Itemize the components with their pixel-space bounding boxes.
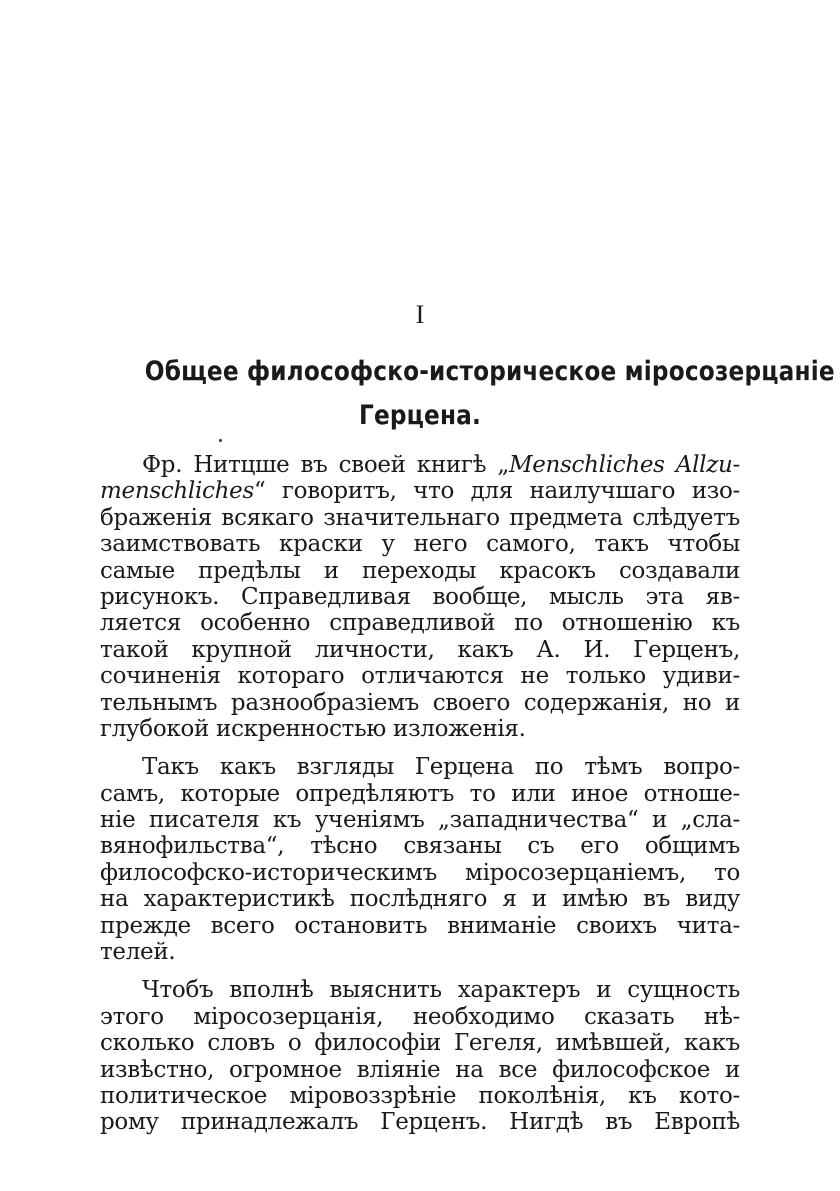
text-line: философско-историческимъ міросозерцаніемъ, то (100, 859, 740, 886)
text-line: menschliches“ говоритъ, что для наилучшаго изо- (100, 478, 740, 505)
text-line: ніе писателя къ ученіямъ „западничества“ и „сла- (100, 807, 740, 834)
chapter-title-line-1: Общее философско-историческое міросозерцаніе (144, 356, 835, 387)
text-line: такой крупной личности, какъ А. И. Герценъ, (100, 636, 740, 663)
text-line: глубокой искренностью изложенія. (100, 715, 526, 742)
text-line: сочиненія котораго отличаются не только удиви- (100, 663, 740, 690)
text-line: прежде всего остановить вниманіе своихъ чита- (100, 912, 740, 939)
paragraph-2 (100, 754, 740, 965)
chapter-title (144, 350, 835, 438)
text-line: самые предѣлы и переходы красокъ создавали (100, 557, 740, 584)
text-line: этого міросозерцанія, необходимо сказать нѣ- (100, 1003, 740, 1030)
paragraph-3 (100, 977, 740, 1135)
text-line: сколько словъ о философіи Гегеля, имѣвшей, какъ (100, 1030, 740, 1057)
text-line: вянофильства“, тѣсно связаны съ его общимъ (100, 833, 740, 860)
text-line: заимствовать краски у него самого, такъ чтобы (100, 531, 740, 558)
chapter-title-line-2: Герцена. (358, 400, 482, 431)
text-line: рому принадлежалъ Герценъ. Нигдѣ въ Европѣ (100, 1109, 740, 1136)
body-text (100, 452, 740, 1148)
text-line: извѣстно, огромное вліяніе на все философское и (100, 1056, 740, 1083)
text-line: на характеристикѣ послѣдняго я и имѣю въ виду (100, 886, 740, 913)
text-line: Чтобъ вполнѣ выяснить характеръ и сущность (142, 977, 740, 1004)
text-line: рисунокъ. Справедливая вообще, мысль эта яв- (100, 583, 740, 610)
text-line: ляется особенно справедливой по отношенію къ (100, 610, 740, 637)
text-line: браженія всякаго значительнаго предмета слѣдуетъ (100, 504, 740, 531)
paragraph-1 (100, 452, 740, 742)
text-line: телей. (100, 939, 176, 966)
text-line: самъ, которые опредѣляютъ то или иное отноше- (100, 780, 740, 807)
print-speck (219, 439, 222, 442)
text-line: Такъ какъ взгляды Герцена по тѣмъ вопро- (142, 754, 740, 781)
text-line: тельнымъ разнообразіемъ своего содержанія, но и (100, 689, 740, 716)
text-line: Фр. Нитцше въ своей книгѣ „Menschliches Allzu- (142, 452, 740, 478)
text-line: политическое міровоззрѣніе поколѣнія, къ кото- (100, 1082, 740, 1109)
chapter-number: I (415, 300, 425, 329)
book-title-italic: menschliches (100, 478, 254, 505)
book-title-italic: Menschliches Allzu- (508, 452, 740, 478)
